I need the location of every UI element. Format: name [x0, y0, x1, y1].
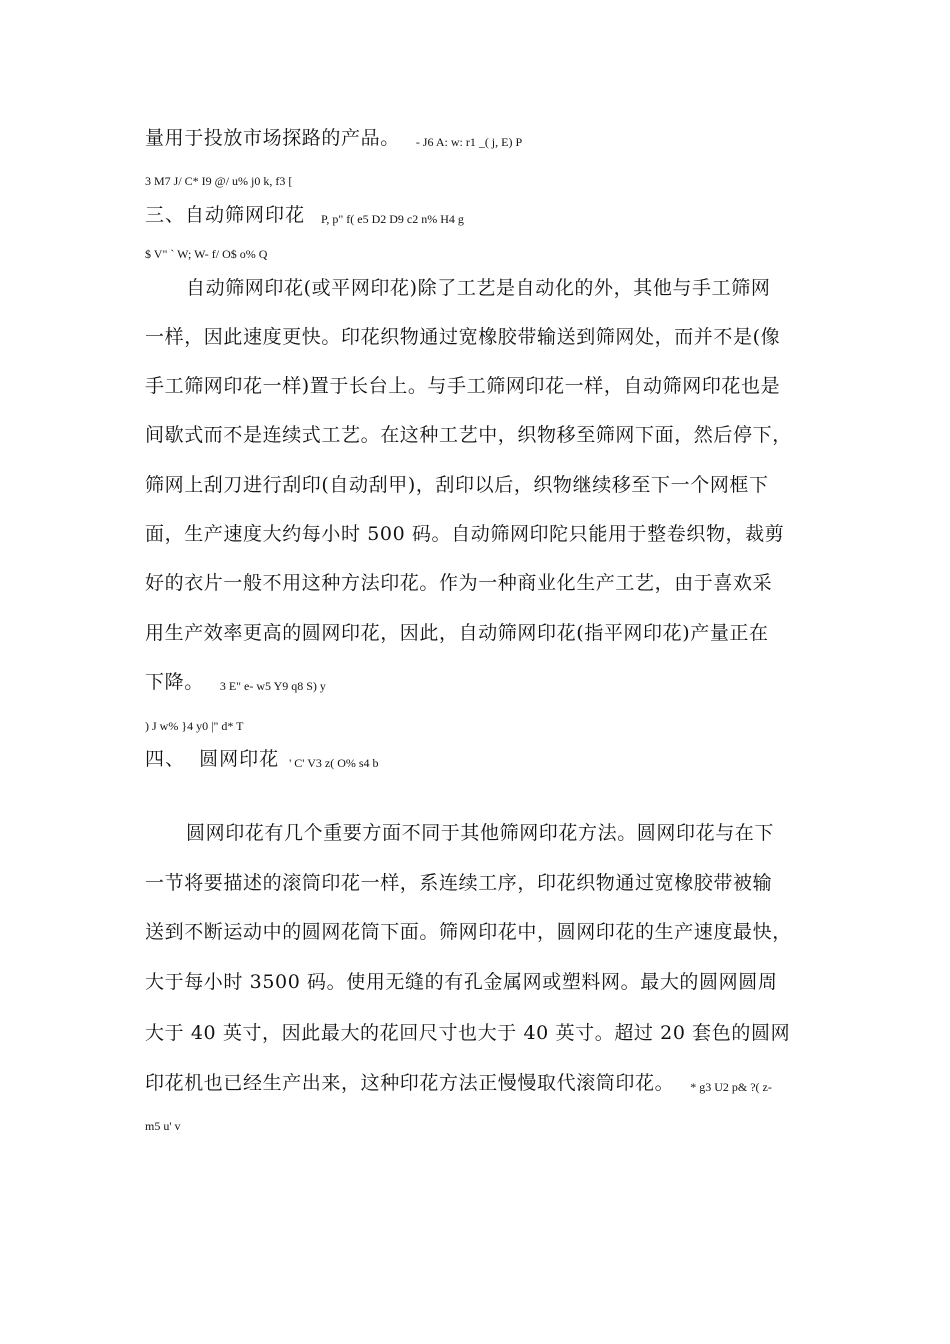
paragraph-line: 一样，因此速度更快。印花织物通过宽橡胶带输送到筛网处，而并不是(像	[145, 326, 781, 348]
paragraph-line: 好的衣片一般不用这种方法印花。作为一种商业化生产工艺，由于喜欢采	[145, 572, 773, 594]
paragraph-line	[145, 669, 326, 695]
paragraph-text: 下降。	[145, 671, 204, 693]
section-heading-3	[145, 202, 464, 228]
noise-text: P, p" f( e5 D2 D9 c2 n% H4 g	[321, 212, 464, 226]
paragraph-line: 面，生产速度大约每小时 500 码。自动筛网印陀只能用于整卷织物，裁剪	[145, 523, 785, 545]
section-heading-3-text: 三、自动筛网印花	[145, 204, 306, 226]
section-heading-4-text: 四、 圆网印花	[145, 748, 280, 770]
section-heading-4	[145, 746, 379, 772]
intro-text: 量用于投放市场探路的产品。	[145, 127, 400, 149]
paragraph-line: 筛网上刮刀进行刮印(自动刮甲)，刮印以后，织物继续移至下一个网框下	[145, 474, 769, 496]
intro-line	[145, 125, 522, 151]
paragraph-line	[145, 1070, 772, 1096]
paragraph-line: 大于每小时 3500 码。使用无缝的有孔金属网或塑料网。最大的圆网圆周	[145, 971, 778, 993]
noise-line: 3 M7 J/ C* I9 @/ u% j0 k, f3 [	[145, 174, 293, 188]
noise-text: ' C' V3 z( O% s4 b	[289, 756, 379, 770]
paragraph-line: 圆网印花有几个重要方面不同于其他筛网印花方法。圆网印花与在下	[186, 822, 775, 844]
paragraph-line: 用生产效率更高的圆网印花，因此，自动筛网印花(指平网印花)产量正在	[145, 622, 769, 644]
noise-text: - J6 A: w: r1 _( j, E) P	[415, 135, 523, 149]
noise-line: ) J w% }4 y0 |" d* T	[145, 719, 244, 733]
noise-text: * g3 U2 p& ?( z-	[690, 1080, 772, 1094]
paragraph-line: 手工筛网印花一样)置于长台上。与手工筛网印花一样，自动筛网印花也是	[145, 375, 781, 397]
paragraph-line: 间歇式而不是连续式工艺。在这种工艺中，织物移至筛网下面，然后停下，	[145, 424, 792, 446]
paragraph-line: 大于 40 英寸，因此最大的花回尺寸也大于 40 英寸。超过 20 套色的圆网	[145, 1022, 791, 1044]
paragraph-line: 一节将要描述的滚筒印花一样，系连续工序，印花织物通过宽橡胶带被输	[145, 872, 773, 894]
paragraph-line: 送到不断运动中的圆网花筒下面。筛网印花中，圆网印花的生产速度最快，	[145, 921, 792, 943]
noise-text: 3 E" e- w5 Y9 q8 S) y	[219, 679, 326, 693]
noise-line: $ V" ` W; W- f/ O$ o% Q	[145, 247, 268, 261]
noise-line: m5 u' v	[145, 1119, 181, 1133]
paragraph-text: 印花机也已经生产出来，这种印花方法正慢慢取代滚筒印花。	[145, 1072, 675, 1094]
paragraph-line: 自动筛网印花(或平网印花)除了工艺是自动化的外，其他与手工筛网	[186, 277, 771, 299]
